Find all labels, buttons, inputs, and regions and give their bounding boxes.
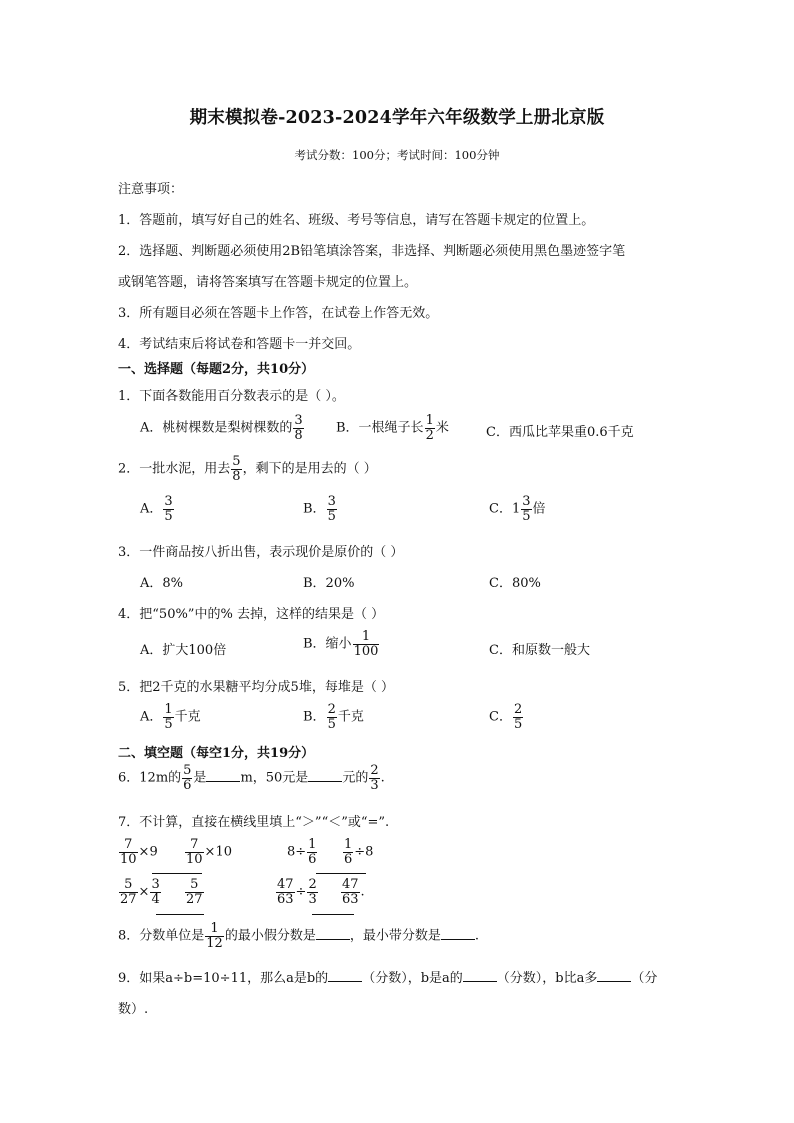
operator: ÷ <box>295 884 307 900</box>
denominator: 5 <box>164 508 173 524</box>
stem-text: 8．分数单位是 <box>118 928 205 944</box>
numerator: 5 <box>232 454 241 469</box>
denominator: 63 <box>277 891 294 907</box>
question-9-line-2: 数）. <box>118 1002 149 1017</box>
question-6 <box>118 764 385 792</box>
operator: . <box>360 884 365 900</box>
note-item-1: 1．答题前，填写好自己的姓名、班级、考号等信息，请写在答题卡规定的位置上。 <box>118 213 595 228</box>
question-2-stem <box>118 455 377 483</box>
fraction <box>205 922 224 950</box>
comparison-blank[interactable] <box>156 914 204 915</box>
section-heading-choice: 一、选择题（每题2分，共10分） <box>118 362 315 377</box>
option-label: C． <box>489 709 512 725</box>
question-1-option-b <box>336 414 449 442</box>
denominator: 5 <box>164 716 173 732</box>
question-2-option-a <box>140 495 175 523</box>
comparison-expression <box>275 878 319 906</box>
fraction <box>513 703 523 731</box>
question-9-line-1 <box>118 967 657 986</box>
option-suffix: 千克 <box>174 709 201 725</box>
question-4-option-c: C．和原数一般大 <box>489 643 590 658</box>
fraction <box>353 630 380 658</box>
operator: × <box>138 884 150 900</box>
answer-blank[interactable] <box>463 969 497 982</box>
question-7-stem: 7．不计算，直接在横线里填上“＞”“＜”或“=”. <box>118 815 390 830</box>
numerator: 3 <box>151 877 160 892</box>
question-2-option-c <box>489 495 546 523</box>
answer-blank[interactable] <box>597 969 631 982</box>
numerator: 3 <box>294 413 303 428</box>
option-suffix: 米 <box>435 420 449 436</box>
denominator: 100 <box>353 643 379 659</box>
question-8 <box>118 922 479 950</box>
note-item-2-cont: 或钢笔答题，请将答案填写在答题卡规定的位置上。 <box>118 275 418 290</box>
fraction <box>185 878 204 906</box>
question-4-option-b <box>303 630 380 658</box>
numerator: 5 <box>183 763 192 778</box>
numerator: 47 <box>277 877 294 892</box>
stem-text: 是 <box>193 770 207 786</box>
numerator: 2 <box>513 702 523 717</box>
denominator: 12 <box>206 935 223 951</box>
denominator: 5 <box>327 716 336 732</box>
denominator: 10 <box>186 851 203 867</box>
page-title: 期末模拟卷-2023-2024学年六年级数学上册北京版 <box>189 108 605 128</box>
numerator: 5 <box>190 877 199 892</box>
answer-blank[interactable] <box>206 769 240 782</box>
fraction <box>327 703 337 731</box>
numerator: 2 <box>308 877 317 892</box>
operator: ×9 <box>138 844 158 860</box>
fraction <box>521 495 531 523</box>
operator: 8÷ <box>287 844 307 860</box>
option-label: A． <box>140 501 163 517</box>
denominator: 27 <box>186 891 203 907</box>
numerator: 3 <box>327 494 336 509</box>
operator: ÷8 <box>354 844 374 860</box>
option-text: A．桃树棵数是梨树棵数的 <box>140 420 293 436</box>
option-label: B． <box>303 709 326 725</box>
answer-blank[interactable] <box>328 969 362 982</box>
denominator: 10 <box>120 851 137 867</box>
denominator: 2 <box>425 427 434 443</box>
stem-text: 2．一批水泥，用去 <box>118 461 231 477</box>
denominator: 4 <box>151 891 160 907</box>
fraction <box>163 703 173 731</box>
fraction <box>343 838 353 866</box>
denominator: 27 <box>120 891 137 907</box>
stem-text: 6．12m的 <box>118 770 182 786</box>
comparison-blank[interactable] <box>316 873 366 874</box>
operator: ×10 <box>204 844 232 860</box>
answer-blank[interactable] <box>441 927 475 940</box>
option-suffix: 千克 <box>337 709 364 725</box>
numerator: 3 <box>522 494 531 509</box>
denominator: 6 <box>183 777 192 793</box>
denominator: 5 <box>513 716 523 732</box>
numerator: 2 <box>327 702 336 717</box>
comparison-expression <box>118 878 162 906</box>
fraction <box>163 495 173 523</box>
denominator: 3 <box>308 891 317 907</box>
answer-blank[interactable] <box>308 769 342 782</box>
answer-blank[interactable] <box>316 927 350 940</box>
fraction <box>182 764 192 792</box>
fraction <box>150 878 160 906</box>
question-4-option-a: A．扩大100倍 <box>140 643 227 658</box>
fraction <box>119 878 138 906</box>
question-4-stem: 4．把“50%”中的% 去掉，这样的结果是（ ） <box>118 607 385 622</box>
stem-text: 的最小假分数是 <box>224 928 316 944</box>
fraction <box>231 455 241 483</box>
comparison-expression <box>184 878 205 906</box>
numerator: 1 <box>361 629 371 644</box>
comparison-expression <box>342 838 373 866</box>
stem-text: . <box>380 770 385 786</box>
denominator: 6 <box>308 851 317 867</box>
question-3-option-b: B．20% <box>303 576 355 591</box>
section-heading-fill: 二、填空题（每空1分，共19分） <box>118 746 315 761</box>
fraction <box>276 878 295 906</box>
question-3-option-a: A．8% <box>140 576 184 591</box>
numerator: 3 <box>164 494 173 509</box>
denominator: 5 <box>327 508 336 524</box>
stem-text: （分 <box>631 971 658 986</box>
numerator: 7 <box>124 837 133 852</box>
question-3-option-c: C．80% <box>489 576 541 591</box>
numerator: 1 <box>210 921 219 936</box>
numerator: 7 <box>190 837 199 852</box>
question-1-stem: 1．下面各数能用百分数表示的是（ ）。 <box>118 389 345 404</box>
stem-text: ，剩下的是用去的（ ） <box>242 461 377 477</box>
question-5-option-a <box>140 703 201 731</box>
fraction <box>307 878 317 906</box>
question-3-stem: 3．一件商品按八折出售，表示现价是原价的（ ） <box>118 545 404 560</box>
fraction <box>341 878 360 906</box>
numerator: 1 <box>425 413 434 428</box>
question-5-stem: 5．把2千克的水果糖平均分成5堆，每堆是（ ） <box>118 680 394 695</box>
denominator: 3 <box>370 777 379 793</box>
comparison-expression <box>287 838 318 866</box>
question-2-option-b <box>303 495 338 523</box>
note-item-3: 3．所有题目必须在答题卡上作答，在试卷上作答无效。 <box>118 306 439 321</box>
option-label: B． <box>303 501 326 517</box>
numerator: 1 <box>164 702 173 717</box>
fraction <box>327 495 337 523</box>
numerator: 2 <box>370 763 379 778</box>
fraction <box>369 764 379 792</box>
comparison-expression <box>340 878 365 906</box>
comparison-expression <box>118 838 158 866</box>
exam-info: 考试分数：100分；考试时间：100分钟 <box>294 148 500 162</box>
option-suffix: 倍 <box>532 501 546 517</box>
question-5-option-c <box>489 703 524 731</box>
question-1-option-c: C．西瓜比苹果重0.6千克 <box>486 425 634 440</box>
numerator: 47 <box>342 877 359 892</box>
denominator: 63 <box>342 891 359 907</box>
notes-heading: 注意事项： <box>118 182 184 197</box>
fraction <box>425 414 435 442</box>
numerator: 1 <box>308 837 317 852</box>
comparison-blank[interactable] <box>152 873 202 874</box>
stem-text: . <box>474 928 479 944</box>
note-item-2: 2．选择题、判断题必须使用2B铅笔填涂答案，非选择、判断题必须使用黑色墨迹签字笔 <box>118 244 626 259</box>
numerator: 5 <box>124 877 133 892</box>
comparison-blank[interactable] <box>312 914 354 915</box>
stem-text: （分数），b比a多 <box>496 971 598 986</box>
denominator: 6 <box>344 851 353 867</box>
fraction <box>307 838 317 866</box>
fraction <box>119 838 138 866</box>
denominator: 8 <box>294 427 303 443</box>
option-text: B．一根绳子长 <box>336 420 424 436</box>
fraction <box>293 414 303 442</box>
stem-text: 元的 <box>342 770 369 786</box>
stem-text: 9．如果a÷b=10÷11，那么a是b的 <box>118 971 329 986</box>
question-1-option-a <box>140 414 305 442</box>
question-5-option-b <box>303 703 364 731</box>
note-item-4: 4．考试结束后将试卷和答题卡一并交回。 <box>118 337 361 352</box>
fraction <box>185 838 204 866</box>
stem-text: ，最小带分数是 <box>349 928 441 944</box>
stem-text: （分数），b是a的 <box>362 971 463 986</box>
option-label: C．1 <box>489 501 521 517</box>
numerator: 1 <box>344 837 353 852</box>
stem-text: m，50元是 <box>240 770 309 786</box>
denominator: 8 <box>232 468 241 484</box>
comparison-expression <box>184 838 232 866</box>
option-label: A． <box>140 709 163 725</box>
option-text: B．缩小 <box>303 636 352 652</box>
denominator: 5 <box>522 508 531 524</box>
